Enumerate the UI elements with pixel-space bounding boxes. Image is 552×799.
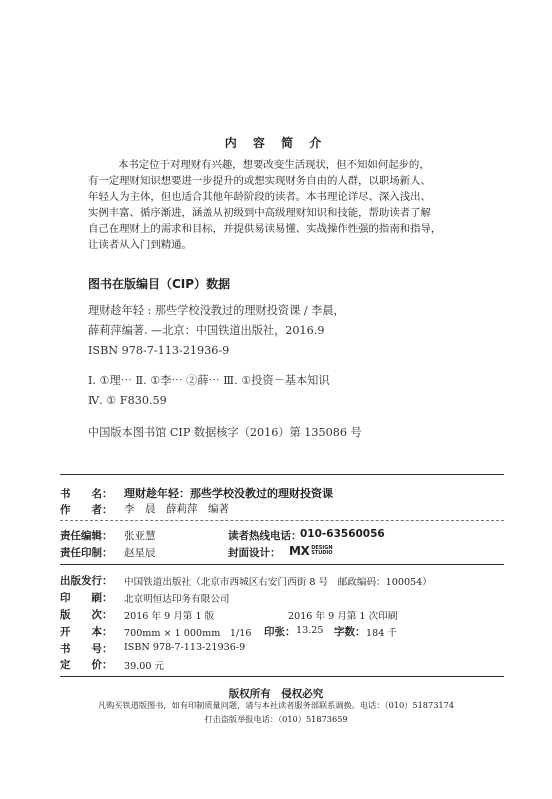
format-value: 700mm × 1 000mm 1/16 [124,628,252,639]
intro-line: 年轻人为主体，但也适合其他年龄阶段的读者。本书理论详尽、深入浅出、 [88,191,431,203]
print-value: 北京明恒达印务有限公司 [124,594,230,605]
separator-line [60,474,504,475]
words-label: 字数： [334,626,366,638]
intro-line: 自己在理财上的需求和目标，并提供易读易懂、实战操作性强的指南和指导， [88,223,442,235]
print-label: 印 刷： [60,592,113,604]
mx-logo-letters: MX [289,544,310,558]
cip-line: Ⅰ. ①理⋯ Ⅱ. ①李⋯ ②薛⋯ Ⅲ. ①投资－基本知识 [88,374,330,387]
editor-label: 责任编辑： [60,530,113,542]
cip-line: 中国版本图书馆 CIP 数据核字（2016）第 135086 号 [88,426,362,439]
hotline-label: 读者热线电话： [228,530,302,542]
author-label: 作 者： [60,504,113,516]
isbn-value: ISBN 978-7-113-21936-9 [124,642,246,653]
edition-label: 版 次： [60,609,113,621]
dashed-separator [60,520,504,521]
mx-logo-sub-studio: STUDIO [311,550,333,556]
intro-line: 让读者从入门到精通。 [88,239,192,251]
cip-line: 薛莉萍编著. —北京：中国铁道出版社，2016.9 [88,324,325,337]
rights-title: 版权所有 侵权必究 [228,688,324,700]
intro-line: 本书定位于对理财有兴趣，想要改变生活现状，但不知如何起步的， [118,159,430,171]
intro-title: 内 容 简 介 [224,136,328,150]
sheets-label: 印张： [264,626,296,638]
cip-line: 理财趁年轻 : 那些学校没教过的理财投资课 / 李晨， [88,304,345,317]
cip-line: Ⅳ. ① F830.59 [88,394,167,407]
cover-design-label: 封面设计： [228,547,281,559]
isbn-label: 书 号： [60,643,113,655]
printer-value: 赵星辰 [124,547,156,559]
publisher-label: 出版发行： [60,575,113,587]
price-value: 39.00 元 [124,661,165,672]
piracy-hotline: 打击盗版举报电话：（010）51873659 [204,714,348,724]
quality-notice: 凡购买铁道版图书，如有印制质量问题，请与本社读者服务部联系调换。电话：（010）51873174 [97,700,455,710]
sheets-value: 13.25 [296,625,324,636]
separator-line [60,676,504,677]
words-value: 184 千 [366,628,397,639]
cip-line: ISBN 978-7-113-21936-9 [88,344,230,357]
mx-design-studio-logo [289,544,333,558]
publisher-value: 中国铁道出版社（北京市西城区右安门西街 8 号 邮政编码：100054） [124,577,432,588]
mx-logo-subtitle [311,546,332,556]
separator-line [60,564,504,565]
author-value: 李 晨 薛莉萍 编著 [124,503,229,515]
book-title-label: 书 名： [60,488,113,500]
printer-label: 责任印制： [60,547,113,559]
edition-value: 2016 年 9 月第 1 版 [124,611,215,622]
mx-logo-sub-design: DESIGN [311,545,333,551]
cip-heading: 图书在版编目（CIP）数据 [88,277,231,291]
book-title-value: 理财趁年轻：那些学校没教过的理财投资课 [124,487,333,500]
price-label: 定 价： [60,659,113,671]
printing-value: 2016 年 9 月第 1 次印刷 [288,611,398,622]
intro-line: 实例丰富、循序渐进，涵盖从初级到中高级理财知识和技能，帮助读者了解 [88,207,431,219]
hotline-value: 010-63560056 [300,528,385,540]
format-label: 开 本： [60,626,113,638]
intro-line: 有一定理财知识想要进一步提升的或想实现财务自由的人群，以职场新人、 [88,175,431,187]
editor-value: 张亚慧 [124,530,156,542]
